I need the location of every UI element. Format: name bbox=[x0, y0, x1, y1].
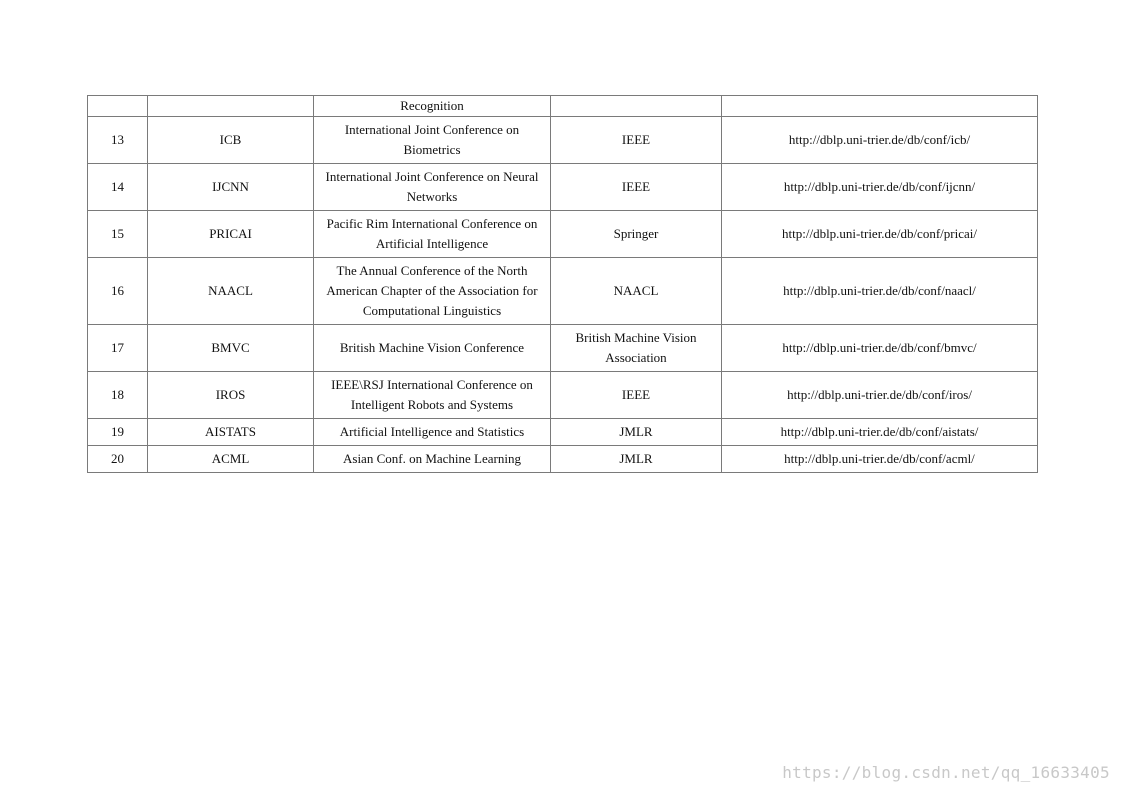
conference-name-text: British Machine Vision Conference bbox=[339, 340, 525, 355]
table-row bbox=[88, 211, 1038, 258]
cell-conference-name bbox=[314, 372, 551, 419]
conference-table bbox=[87, 95, 1038, 473]
cell-abbreviation: ICB bbox=[148, 117, 314, 164]
cell-abbreviation: IROS bbox=[148, 372, 314, 419]
table-row bbox=[88, 258, 1038, 325]
cell-publisher: JMLR bbox=[551, 419, 722, 446]
cell-abbreviation: PRICAI bbox=[148, 211, 314, 258]
cell-number: 13 bbox=[88, 117, 148, 164]
table-row bbox=[88, 164, 1038, 211]
watermark-text: https://blog.csdn.net/qq_16633405 bbox=[782, 763, 1110, 782]
table-row bbox=[88, 117, 1038, 164]
cell-conference-name: Recognition bbox=[314, 96, 551, 117]
cell-conference-name bbox=[314, 164, 551, 211]
cell-publisher: JMLR bbox=[551, 446, 722, 473]
cell-url: http://dblp.uni-trier.de/db/conf/ijcnn/ bbox=[722, 164, 1038, 211]
cell-publisher: Springer bbox=[551, 211, 722, 258]
cell-abbreviation: ACML bbox=[148, 446, 314, 473]
conference-name-text: International Joint Conference on Neural Networks bbox=[325, 169, 539, 204]
table-row bbox=[88, 446, 1038, 473]
cell-url: http://dblp.uni-trier.de/db/conf/bmvc/ bbox=[722, 325, 1038, 372]
cell-number: 14 bbox=[88, 164, 148, 211]
cell-url: http://dblp.uni-trier.de/db/conf/acml/ bbox=[722, 446, 1038, 473]
cell-conference-name bbox=[314, 258, 551, 325]
cell-url: http://dblp.uni-trier.de/db/conf/naacl/ bbox=[722, 258, 1038, 325]
cell-conference-name bbox=[314, 211, 551, 258]
cell-url: http://dblp.uni-trier.de/db/conf/pricai/ bbox=[722, 211, 1038, 258]
cell-url bbox=[722, 96, 1038, 117]
cell-number: 15 bbox=[88, 211, 148, 258]
publisher-text: British Machine Vision Association bbox=[575, 330, 697, 365]
cell-number: 17 bbox=[88, 325, 148, 372]
cell-publisher: IEEE bbox=[551, 372, 722, 419]
table-row bbox=[88, 372, 1038, 419]
cell-conference-name: Artificial Intelligence and Statistics bbox=[314, 419, 551, 446]
cell-abbreviation: BMVC bbox=[148, 325, 314, 372]
cell-abbreviation bbox=[148, 96, 314, 117]
cell-number: 19 bbox=[88, 419, 148, 446]
cell-publisher bbox=[551, 96, 722, 117]
table-row bbox=[88, 419, 1038, 446]
cell-url: http://dblp.uni-trier.de/db/conf/iros/ bbox=[722, 372, 1038, 419]
cell-abbreviation: NAACL bbox=[148, 258, 314, 325]
cell-publisher bbox=[551, 325, 722, 372]
conference-name-text: International Joint Conference on Biometrics bbox=[344, 122, 520, 157]
cell-conference-name bbox=[314, 117, 551, 164]
conference-name-text: IEEE\RSJ International Conference on Intelligent Robots and Systems bbox=[331, 377, 533, 412]
cell-url: http://dblp.uni-trier.de/db/conf/aistats/ bbox=[722, 419, 1038, 446]
cell-publisher: IEEE bbox=[551, 164, 722, 211]
conference-name-text: The Annual Conference of the North American Chapter of the Association for Computational Linguistics bbox=[326, 263, 538, 318]
conference-name-text: Pacific Rim International Conference on Artificial Intelligence bbox=[326, 216, 538, 251]
cell-number bbox=[88, 96, 148, 117]
table-row bbox=[88, 325, 1038, 372]
cell-url: http://dblp.uni-trier.de/db/conf/icb/ bbox=[722, 117, 1038, 164]
cell-number: 16 bbox=[88, 258, 148, 325]
cell-number: 18 bbox=[88, 372, 148, 419]
cell-publisher: NAACL bbox=[551, 258, 722, 325]
cell-abbreviation: AISTATS bbox=[148, 419, 314, 446]
cell-conference-name: Asian Conf. on Machine Learning bbox=[314, 446, 551, 473]
table-row-continuation bbox=[88, 96, 1038, 117]
cell-conference-name bbox=[314, 325, 551, 372]
cell-publisher: IEEE bbox=[551, 117, 722, 164]
cell-number: 20 bbox=[88, 446, 148, 473]
cell-abbreviation: IJCNN bbox=[148, 164, 314, 211]
